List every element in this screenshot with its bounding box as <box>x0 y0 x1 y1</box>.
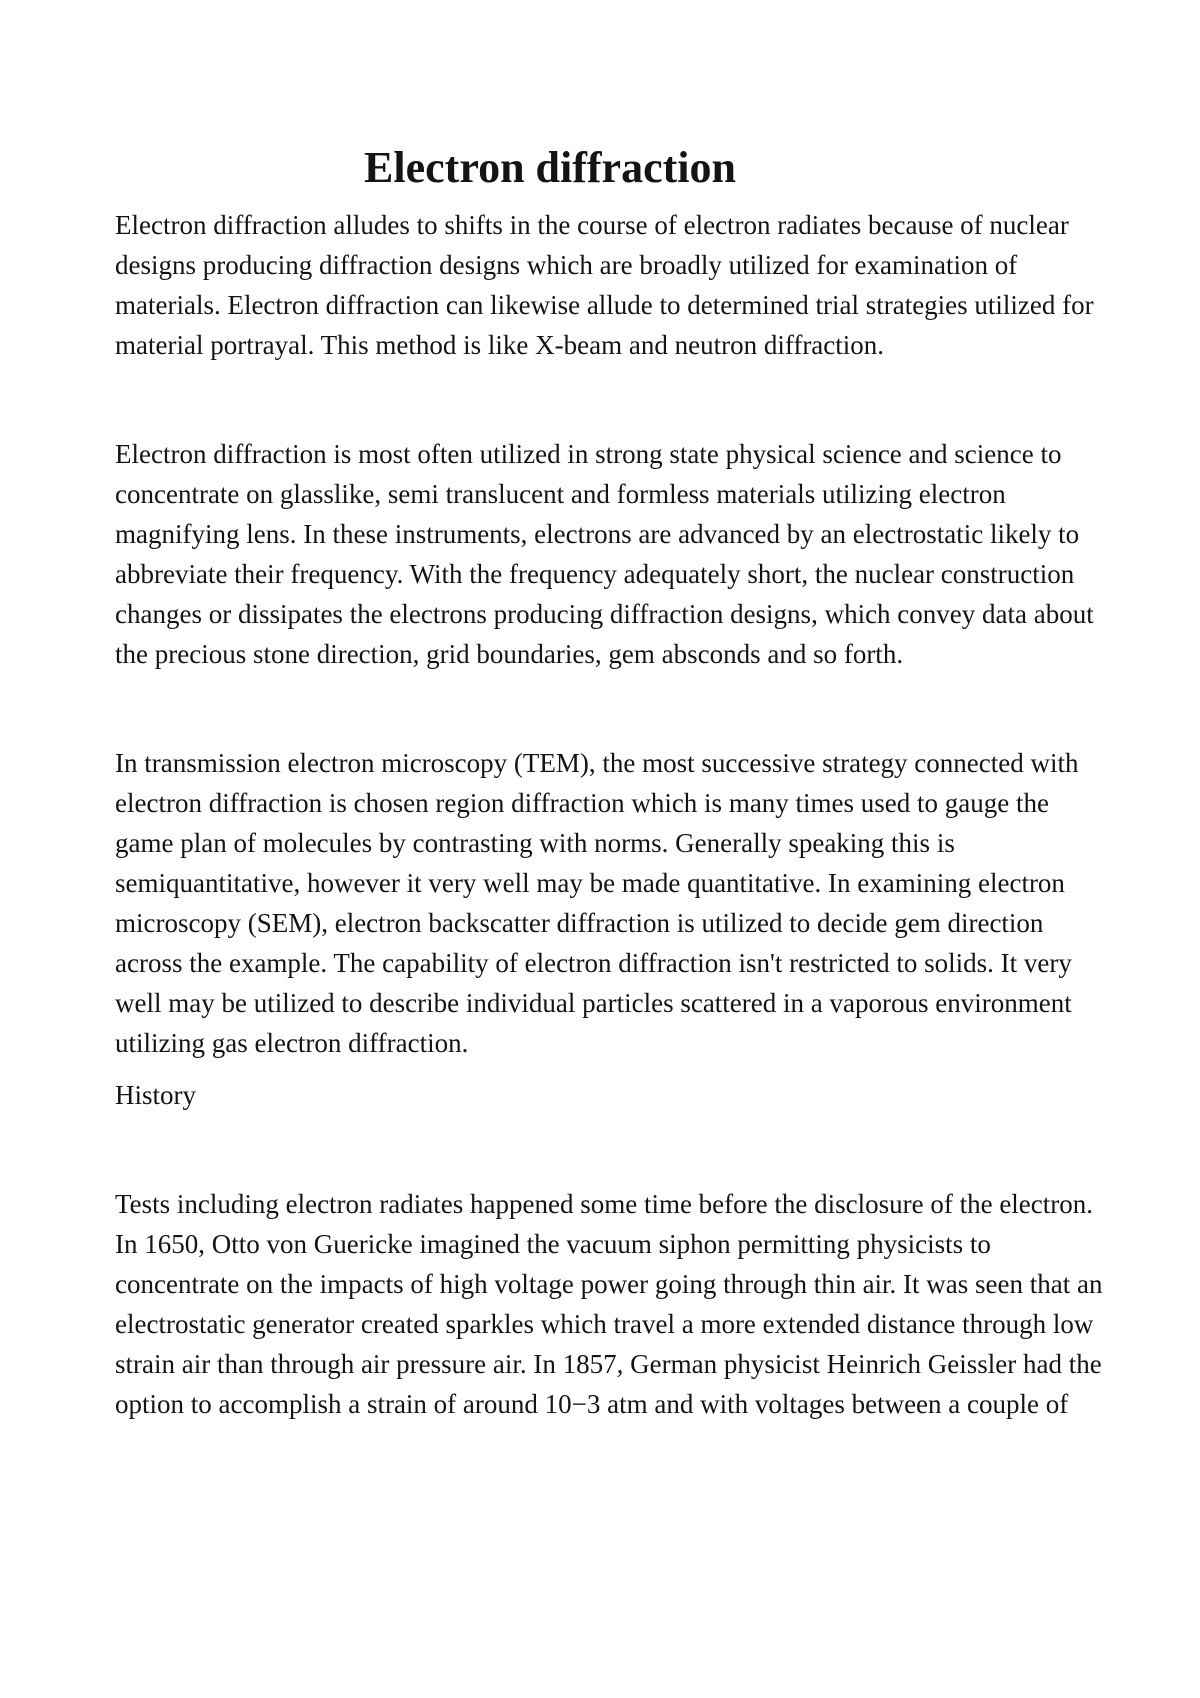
paragraph-uses: Electron diffraction is most often utilized in strong state physical science and science to concentrate on glasslike, semi translucent and formless materials utilizing electron magnifying lens. In these instruments, electrons are advanced by an electrostatic likely to abbreviate their frequency. With the frequency adequately short, the nuclear construction changes or dissipates the electrons producing diffraction designs, which convey data about the precious stone direction, grid boundaries, gem absconds and so forth. <box>115 439 1094 669</box>
paragraph-spacer <box>115 674 1105 743</box>
paragraph-spacer <box>115 1063 1105 1075</box>
paragraph-tem: In transmission electron microscopy (TEM), the most successive strategy connected with electron diffraction is chosen region diffraction which is many times used to gauge the game plan of molecules by contrasting with norms. Generally speaking this is semiquantitative, however it very well may be made quantitative. In examining electron microscopy (SEM), electron backscatter diffraction is utilized to decide gem direction across the example. The capability of electron diffraction isn't restricted to solids. It very well may be utilized to describe individual particles scattered in a vaporous environment utilizing gas electron diffraction. <box>115 748 1079 1058</box>
paragraph-history: Tests including electron radiates happened some time before the disclosure of the electron. In 1650, Otto von Guericke imagined the vacuum siphon permitting physicists to concentrate on the impacts of high voltage power going through thin air. It was seen that an electrostatic generator created sparkles which travel a more extended distance through low strain air than through air pressure air. In 1857, German physicist Heinrich Geissler had the option to accomplish a strain of around 10−3 atm and with voltages between a couple of <box>115 1189 1103 1419</box>
document-body <box>115 205 1105 1424</box>
paragraph-spacer <box>115 365 1105 434</box>
document-title: Electron diffraction <box>364 143 736 192</box>
paragraph-spacer <box>115 1115 1105 1184</box>
section-heading-history: History <box>115 1080 196 1110</box>
paragraph-intro: Electron diffraction alludes to shifts in the course of electron radiates because of nuclear designs producing diffraction designs which are broadly utilized for examination of materials. Electron diffraction can likewise allude to determined trial strategies utilized for material portrayal. This method is like X-beam and neutron diffraction. <box>115 210 1094 360</box>
